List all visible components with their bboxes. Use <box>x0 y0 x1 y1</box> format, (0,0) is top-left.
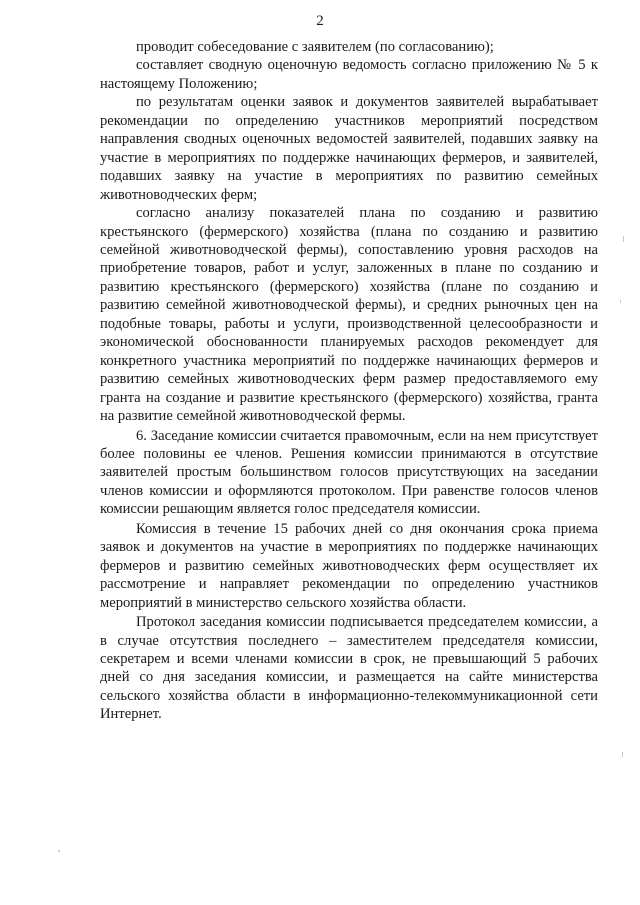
paragraph-quorum: 6. Заседание комиссии считается правомочным, если на нем присутствует более половины ее членов. Решения комиссии принимаются в отсутствие заявителей простым большинством голосов присутствующих на заседании членов комиссии и оформляются протоколом. При равенстве голосов членов комиссии решающим является голос председателя комиссии. <box>100 427 598 518</box>
paragraph-interview: проводит собеседование с заявителем (по согласованию); <box>136 39 494 55</box>
paragraph-summary-sheet: составляет сводную оценочную ведомость согласно приложению № 5 к настоящему Положению; <box>100 57 598 92</box>
paragraph-protocol: Протокол заседания комиссии подписывается председателем комиссии, а в случае отсутствия последнего – заместителем председателя комиссии, секретарем и всеми членами комиссии в срок, не превышающий 5 рабочих дней со дня заседания комиссии, и размещается на сайте министерства сельского хозяйства области в информационно-телекоммуникационной сети Интернет. <box>100 614 598 723</box>
paragraph-review-period: Комиссия в течение 15 рабочих дней со дня окончания срока приема заявок и документов на участие в мероприятиях по поддержке начинающих фермеров и развитию семейных животноводческих ферм осуществляет их рассмотрение и направляет рекомендации по определению участников мероприятий в министерство сельского хозяйства области. <box>100 520 598 611</box>
document-body <box>100 38 598 724</box>
paragraph-grant-size: согласно анализу показателей плана по созданию и развитию крестьянского (фермерского) хозяйства (плана по созданию и развитию семейной животноводческой фермы), сопоставлению уровня расходов на приобретение товаров, работ и услуг, заложенных в плане по созданию и развитию крестьянского (фермерского) хозяйства (плане по созданию и развитию семейной животноводческой фермы), и средних рыночных цен на подобные товары, работы и услуги, производственной целесообразности и экономической обоснованности планируемых расходов рекомендует для конкретного участника мероприятий по поддержке начинающих фермеров и развитию семейных животноводческих ферм размер предоставляемого ему гранта на создание и развитие крестьянского (фермерского) хозяйства, гранта на развитие семейной животноводческой фермы. <box>100 205 598 425</box>
scan-artifact <box>620 300 621 303</box>
scan-artifact <box>622 752 623 757</box>
page-number: 2 <box>316 13 324 29</box>
scan-artifact <box>623 236 624 242</box>
paragraph-recommendations: по результатам оценки заявок и документов заявителей вырабатывает рекомендации по определению участников мероприятий посредством направления сводных оценочных ведомостей заявителей, подавших заявку на участие в мероприятиях по поддержке начинающих фермеров, и заявителей, подавших заявку на участие в мероприятиях по развитию семейных животноводческих ферм; <box>100 94 598 203</box>
scan-artifact <box>58 850 60 852</box>
